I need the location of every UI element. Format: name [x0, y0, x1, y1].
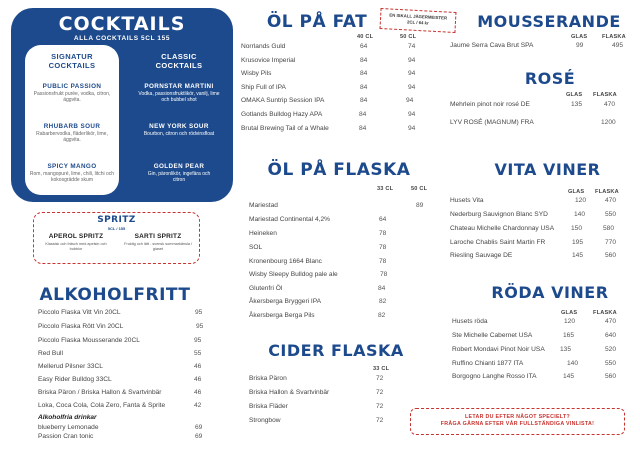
classic-heading: CLASSIC COCKTAILS: [155, 52, 203, 70]
cocktail-name: GOLDEN PEAR: [153, 163, 205, 170]
col-header-flaska: FLASKA: [595, 189, 619, 195]
menu-item-price: 84: [359, 111, 367, 118]
menu-item-name: Husets Vita: [450, 197, 484, 204]
menu-item-name: Wisby Pils: [241, 70, 272, 77]
menu-item-name: Briska Päron / Briska Hallon & Svartvinbär: [38, 389, 162, 396]
menu-item-price: 84: [360, 84, 368, 91]
menu-item-name: Gotlands Bulldog Hazy APA: [241, 111, 323, 118]
cocktail-name: NEW YORK SOUR: [149, 123, 209, 130]
signatur-heading: SIGNATUR COCKTAILS: [48, 52, 96, 70]
menu-item-price: 72: [376, 389, 384, 396]
col-header-50cl: 50 CL: [411, 186, 428, 192]
cocktail-item: [25, 163, 119, 184]
cocktail-name: SPICY MANGO: [47, 163, 97, 170]
rose-title: ROSÉ: [524, 69, 576, 88]
menu-item-name: Brutal Brewing Tail of a Whale: [241, 125, 329, 132]
menu-item-price: 74: [408, 43, 416, 50]
menu-item-name: Wisby Sleepy Bulldog pale ale: [249, 271, 338, 278]
menu-item-name: Husets röda: [452, 318, 488, 325]
menu-item-price: 550: [605, 211, 617, 218]
menu-item-price: 42: [194, 402, 202, 409]
col-header-flaska: FLASKA: [593, 92, 617, 98]
menu-item-price: 94: [408, 125, 416, 132]
menu-item-name: Loka, Coca Cola, Cola Zero, Fanta & Sprite: [38, 402, 166, 409]
menu-item-price: 560: [605, 252, 617, 259]
cocktail-name: PORNSTAR MARTINI: [144, 83, 214, 90]
spritz-subtitle: 5CL / 155: [107, 226, 126, 231]
col-header-glas: GLAS: [568, 189, 585, 195]
menu-item-price: 560: [605, 373, 617, 380]
menu-item-price: 135: [571, 101, 583, 108]
cocktail-desc: Gin, päronlikör, ingefära och citron: [147, 171, 211, 184]
cocktail-item: [25, 123, 119, 144]
menu-item-price: 72: [376, 403, 384, 410]
menu-item-price: 46: [194, 363, 202, 370]
cocktail-desc: Vodka, passionsfruktlikör, vanilj, lime och bubbel shot: [138, 91, 220, 104]
menu-item-name: Chateau Michelle Chardonnay USA: [450, 225, 555, 232]
menu-item-price: 145: [563, 373, 575, 380]
signatur-cocktails-column: [25, 45, 119, 195]
menu-item-name: Nederburg Sauvignon Blanc SYD: [450, 211, 548, 218]
spritz-name: APEROL SPRITZ: [48, 233, 104, 240]
menu-item-price: 84: [360, 57, 368, 64]
menu-item-name: Mariestad Continental 4,2%: [249, 216, 331, 223]
menu-item-name: Easy Rider Bulldog 33CL: [38, 376, 112, 383]
menu-item-name: LYV ROSÉ (MAGNUM) FRA: [450, 119, 534, 126]
menu-item-price: 94: [408, 111, 416, 118]
ol-pa-flaska-title: ÖL PÅ FLASKA: [267, 160, 411, 180]
notice-line1: LETAR DU EFTER NÅGOT SPECIELT?: [464, 414, 571, 420]
cocktail-desc: Rabarbervodka, fläderlikör, lime, äggvita.: [36, 131, 108, 144]
menu-item-name: Glutenfri Öl: [249, 285, 283, 292]
menu-item-price: 470: [605, 318, 617, 325]
menu-item-price: 165: [563, 332, 575, 339]
menu-item-price: 84: [360, 97, 368, 104]
menu-item-name: Kronenbourg 1664 Blanc: [249, 258, 322, 265]
menu-item-price: 94: [408, 84, 416, 91]
cocktails-title: COCKTAILS: [58, 13, 186, 35]
menu-item-price: 46: [194, 376, 202, 383]
alkoholfritt-title: ALKOHOLFRITT: [39, 285, 191, 305]
menu-item-price: 95: [194, 337, 202, 344]
col-header-33cl: 33 CL: [373, 366, 390, 372]
cocktail-name: PUBLIC PASSION: [42, 83, 102, 90]
menu-item-price: 55: [194, 350, 202, 357]
cider-flaska-title: CIDER FLASKA: [268, 341, 404, 360]
menu-item-price: 72: [376, 375, 384, 382]
mousserande-title: MOUSSERANDE: [477, 12, 621, 31]
vita-viner-title: VITA VINER: [494, 160, 601, 179]
menu-item-name: Piccolo Flaska Rött Vin 20CL: [38, 323, 124, 330]
menu-item-name: Briska Hallon & Svartvinbär: [249, 389, 330, 396]
menu-item-name: Passion Cran tonic: [38, 433, 94, 440]
menu-item-name: Mellerud Pilsner 33CL: [38, 363, 103, 370]
menu-item-price: 69: [195, 433, 203, 440]
menu-item-name: SOL: [249, 244, 263, 251]
menu-item-price: 145: [572, 252, 584, 259]
menu-item-name: Strongbow: [249, 417, 281, 424]
menu-item-name: Riesling Sauvage DE: [450, 252, 513, 259]
menu-item-price: 82: [379, 298, 387, 305]
menu-item-price: 495: [612, 42, 624, 49]
menu-item-name: Mariestad: [249, 202, 278, 209]
menu-item-name: Krusovice Imperial: [241, 57, 296, 64]
cocktails-subtitle: ALLA COCKTAILS 5CL 155: [73, 35, 171, 42]
menu-item-name: Laroche Chablis Saint Martin FR: [450, 239, 546, 246]
menu-item-name: Briska Päron: [249, 375, 287, 382]
cocktail-item: [25, 83, 119, 104]
spritz-item: [122, 233, 194, 252]
col-header-33cl: 33 CL: [377, 186, 394, 192]
menu-item-name: Robert Mondavi Pinot Noir USA: [452, 346, 545, 353]
alkoholfria-drinkar-heading: Alkoholfria drinkar: [38, 414, 97, 421]
menu-item-price: 82: [378, 312, 386, 319]
col-header-flaska: FLASKA: [593, 310, 617, 316]
menu-item-price: 69: [195, 424, 203, 431]
full-winelist-notice: [410, 408, 625, 435]
menu-item-name: Briska Fläder: [249, 403, 288, 410]
col-header-40cl: 40 CL: [357, 34, 374, 40]
menu-item-name: Norrlands Guld: [241, 43, 286, 50]
cocktail-desc: Rom, mangopuré, lime, chili, litchi och kokosgrädde skum: [29, 171, 115, 184]
cocktail-name: RHUBARB SOUR: [43, 123, 101, 130]
cocktails-panel: [11, 8, 233, 202]
spritz-title: SPRITZ: [97, 215, 136, 225]
menu-item-price: 580: [603, 225, 615, 232]
menu-item-price: 84: [359, 125, 367, 132]
cocktail-desc: Passionsfrukt purée, vodka, citron, äggvita.: [33, 91, 111, 104]
menu-item-price: 99: [576, 42, 584, 49]
menu-item-price: 84: [360, 70, 368, 77]
menu-item-price: 64: [360, 43, 368, 50]
menu-item-price: 78: [379, 230, 387, 237]
menu-item-name: Piccolo Flaska Vitt Vin 20CL: [38, 309, 121, 316]
cocktail-item: [129, 123, 229, 137]
col-header-glas: GLAS: [566, 92, 583, 98]
menu-item-price: 150: [571, 225, 583, 232]
menu-item-name: Piccolo Flaska Mousserande 20CL: [38, 337, 140, 344]
menu-item-name: Red Bull: [38, 350, 63, 357]
cocktail-item: [129, 163, 229, 184]
cocktail-desc: Bourbon, citron och rödvinsfloat: [143, 131, 215, 137]
menu-item-name: Åkersberga Bryggeri IPA: [249, 298, 322, 305]
menu-item-price: 120: [564, 318, 576, 325]
menu-item-price: 120: [575, 197, 587, 204]
menu-item-price: 94: [406, 97, 414, 104]
menu-item-name: blueberry Lemonade: [38, 424, 99, 431]
spritz-item: [40, 233, 112, 252]
menu-item-price: 470: [605, 197, 617, 204]
menu-item-price: 135: [560, 346, 572, 353]
spritz-name: SARTI SPRITZ: [134, 233, 182, 240]
menu-item-price: 550: [605, 360, 617, 367]
col-header-flaska: FLASKA: [602, 34, 626, 40]
menu-item-price: 78: [379, 258, 387, 265]
menu-item-price: 64: [379, 216, 387, 223]
menu-item-price: 72: [376, 417, 384, 424]
jager-line2: 2CL / 64 kr: [406, 19, 429, 26]
col-header-glas: GLAS: [561, 310, 578, 316]
menu-item-price: 78: [380, 271, 388, 278]
menu-item-name: Jaume Serra Cava Brut SPA: [450, 42, 534, 49]
col-header-50cl: 50 CL: [400, 34, 417, 40]
spritz-desc: Klassisk och fräsch med apelsin och bubblor: [45, 242, 107, 251]
jagermeister-stamp: [380, 8, 457, 33]
menu-item-price: 89: [416, 202, 424, 209]
menu-item-price: 470: [604, 101, 616, 108]
menu-item-name: Heineken: [249, 230, 277, 237]
menu-item-price: 640: [605, 332, 617, 339]
menu-item-price: 94: [408, 57, 416, 64]
menu-item-name: Ste Michelle Cabernet USA: [452, 332, 533, 339]
menu-item-name: Ship Full of IPA: [241, 84, 286, 91]
menu-item-price: 95: [196, 323, 204, 330]
roda-viner-title: RÖDA VINER: [491, 283, 609, 302]
menu-item-price: 195: [572, 239, 584, 246]
menu-item-price: 1200: [601, 119, 616, 126]
jager-line1: EN ISKALL JÄGERMEISTER: [389, 12, 448, 21]
spritz-desc: Fruktig och lätt - svensk sommarkänsla i glaset: [124, 242, 192, 251]
menu-item-price: 520: [605, 346, 617, 353]
menu-item-name: OMAKA Suntrip Session IPA: [241, 97, 325, 104]
menu-item-price: 94: [408, 70, 416, 77]
ol-pa-fat-title: ÖL PÅ FAT: [266, 12, 368, 32]
notice-line2: FRÅGA GÄRNA EFTER VÅR FULLSTÄNDIGA VINLISTA!: [440, 421, 595, 427]
menu-item-price: 95: [195, 309, 203, 316]
menu-item-name: Åkersberga Berga Pils: [249, 312, 315, 319]
menu-item-name: Mehrlein pinot noir rosé DE: [450, 101, 530, 108]
menu-item-name: Ruffino Chianti 1877 ITA: [452, 360, 524, 367]
menu-item-name: Borgogno Langhe Rosso ITA: [452, 373, 537, 380]
menu-item-price: 140: [574, 211, 586, 218]
cocktail-item: [129, 83, 229, 104]
menu-item-price: 78: [379, 244, 387, 251]
classic-cocktails-column: [129, 45, 229, 195]
menu-item-price: 140: [567, 360, 579, 367]
menu-item-price: 770: [605, 239, 617, 246]
spritz-box: [33, 212, 200, 264]
menu-item-price: 46: [194, 389, 202, 396]
col-header-glas: GLAS: [571, 34, 588, 40]
menu-item-price: 84: [378, 285, 386, 292]
